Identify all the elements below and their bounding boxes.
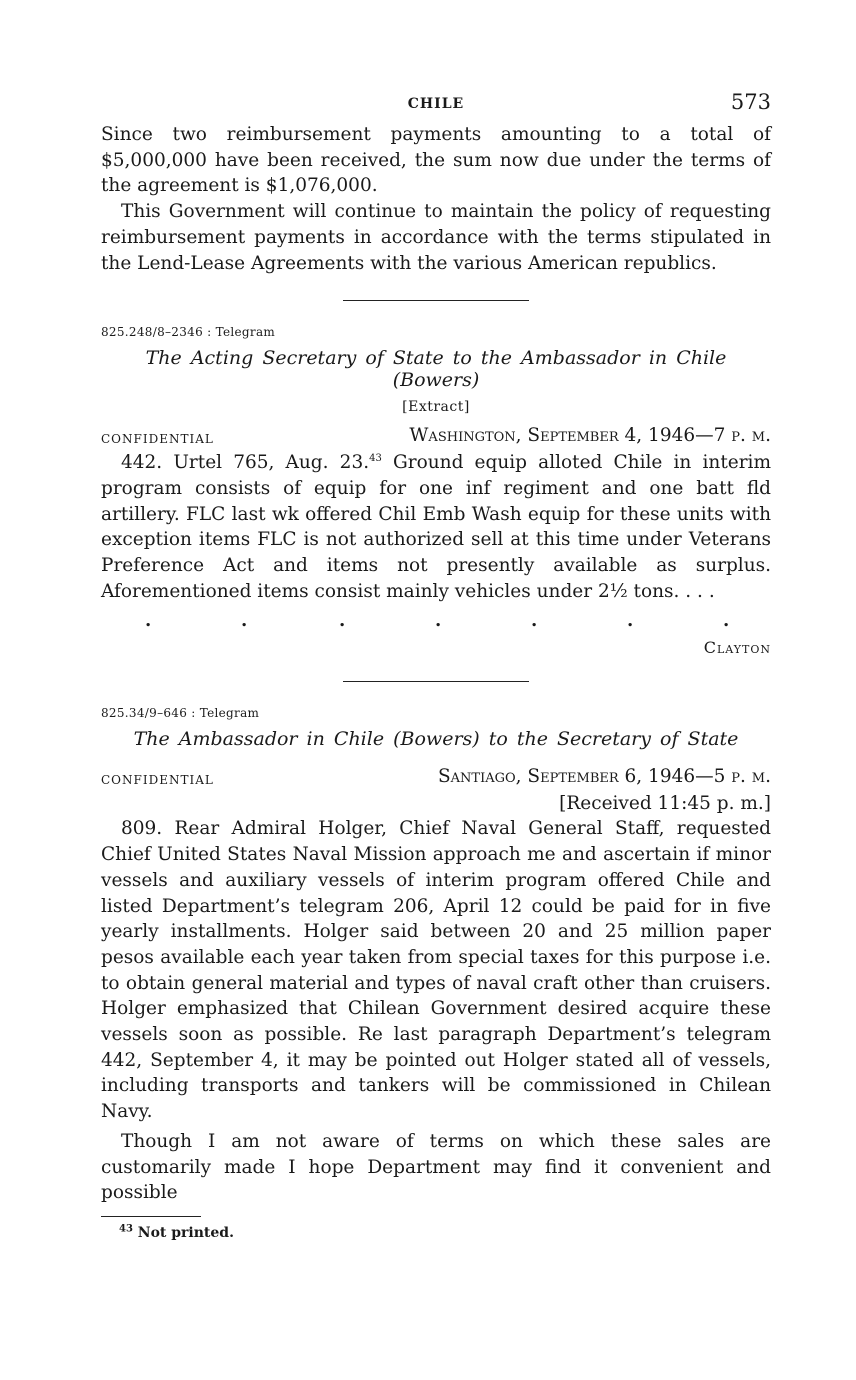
footnote — [101, 1225, 771, 1241]
doc2-file-number: 825.34/9–646 : Telegram — [101, 706, 260, 721]
doc2-classification: CONFIDENTIAL — [101, 773, 214, 788]
doc1-dateline-row — [101, 425, 771, 450]
footnote-rule — [101, 1216, 201, 1217]
footnote-marker: 43 — [119, 1223, 133, 1235]
doc1-file-number: 825.248/8–2346 : Telegram — [101, 325, 276, 340]
footnote-reference: 43 — [369, 453, 382, 465]
omission-dot: . — [531, 610, 538, 632]
running-title: CHILE — [407, 96, 465, 112]
doc2-paragraph-1: 809. Rear Admiral Holger, Chief Naval General Staff, requested Chief United States Naval Mission approach me and ascertain if minor vessels and auxiliary vessels of interim program offered Chile and listed Department’s telegram 206, April 12 could be paid for in five yearly installments. Holger said between 20 and 25 million paper pesos available each year taken from special taxes for this purpose i.e. to obtain general material and types of naval craft other than cruisers. Holger emphasized that Chilean Government desired acquire these vessels soon as possible. Re last paragraph Department’s telegram 442, September 4, it may be pointed out Holger stated all of vessels, including transports and tankers will be commissioned in Chilean Navy. — [101, 818, 771, 1123]
doc2-paragraph-2: Though I am not aware of terms on which these sales are customarily made I hope Department may find it convenient and possible — [101, 1130, 771, 1204]
doc1-classification: CONFIDENTIAL — [101, 432, 214, 447]
doc2-heading: The Ambassador in Chile (Bowers) to the Secretary of State — [133, 728, 739, 751]
omission-dot: . — [145, 610, 152, 632]
omission-dot: . — [627, 610, 634, 632]
footnote-text: Not printed. — [132, 1224, 234, 1241]
doc1-body-rest: Ground equip alloted Chile in interim program consists of equip for one inf regiment and one batt fld artillery. FLC last wk offered Chil Emb Wash equip for these units with exception items FLC is not authorized sell at this time under Veterans Preference Act and items not presently available as surplus. Aforementioned items consist mainly vehicles under 2½ tons. . . . — [101, 452, 772, 602]
document-page — [101, 90, 771, 1241]
doc2-dateline: Santiago, September 6, 1946—5 p. m. — [438, 766, 771, 788]
intro-paragraph-1: Since two reimbursement payments amounting to a total of $5,000,000 have been received, the sum now due under the terms of the agreement is $1,076,000. — [101, 124, 771, 197]
section-divider — [343, 300, 529, 301]
doc1-signer: Clayton — [703, 638, 771, 658]
running-header — [101, 90, 771, 122]
doc1-dateline: Washington, September 4, 1946—7 p. m. — [409, 425, 771, 447]
omission-dot: . — [241, 610, 248, 632]
omission-dot: . — [339, 610, 346, 632]
omission-dot: . — [435, 610, 442, 632]
section-divider — [343, 681, 529, 682]
doc2-dateline-row — [101, 766, 771, 791]
doc1-body-start: 442. Urtel 765, Aug. 23. — [121, 452, 370, 474]
doc1-body — [101, 450, 771, 604]
omission-dots — [101, 610, 771, 632]
doc1-extract-label: [Extract] — [402, 399, 470, 416]
omission-dot: . — [723, 610, 730, 632]
doc2-received: [Received 11:45 p. m.] — [559, 793, 771, 815]
doc1-heading: The Acting Secretary of State to the Ambassador in Chile (Bowers) — [145, 347, 727, 392]
intro-paragraph-2: This Government will continue to maintain the policy of requesting reimbursement payments in accordance with the terms stipulated in the Lend-Lease Agreements with the various American republics. — [101, 201, 771, 274]
page-number: 573 — [730, 90, 771, 114]
